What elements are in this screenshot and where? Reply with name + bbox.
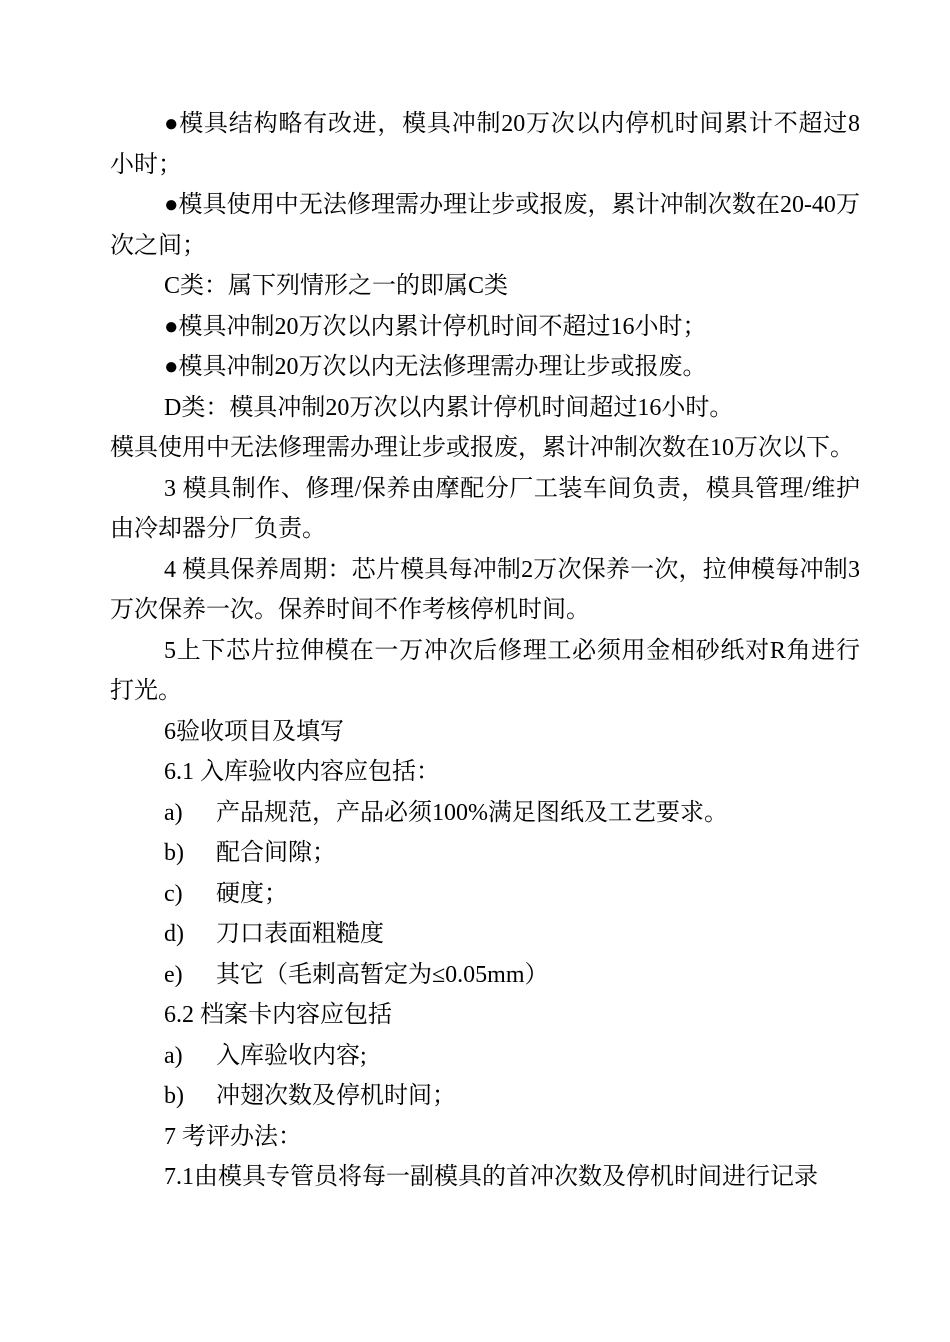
list-item [110,1036,860,1077]
list-marker: a) [164,799,183,826]
list-item-text: 产品规范，产品必须100%满足图纸及工艺要求。 [216,799,728,826]
list-item-text: 硬度； [216,880,288,907]
section-7-1-text: 7.1由模具专管员将每一副模具的首冲次数及停机时间进行记录 [164,1164,818,1190]
list-marker: e) [164,961,183,988]
list-item [110,874,860,915]
section-7-heading: 7 考评办法： [164,1123,302,1150]
list-item-text: 刀口表面粗糙度 [216,921,384,947]
list-item [110,955,860,996]
list-item-text: 配合间隙； [216,840,336,866]
class-b-criterion-structure: ●模具结构略有改进，模具冲制20万次以内停机时间累计不超过8小时； [110,111,860,178]
list-item [110,914,860,955]
list-item [110,793,860,834]
document-body [110,104,860,1198]
class-d-criterion-scrap: 模具使用中无法修理需办理让步或报废，累计冲制次数在10万次以下。 [110,435,854,461]
list-item-text: 入库验收内容; [216,1042,367,1069]
list-marker: a) [164,1042,183,1069]
class-c-criterion-downtime: ●模具冲制20万次以内累计停机时间不超过16小时； [164,313,707,340]
list-marker: c) [164,880,183,907]
class-b-criterion-scrap: ●模具使用中无法修理需办理让步或报废，累计冲制次数在20-40万次之间； [110,192,860,259]
class-c-criterion-scrap: ●模具冲制20万次以内无法修理需办理让步或报废。 [164,354,707,380]
section-6-2-heading: 6.2 档案卡内容应包括 [164,1002,392,1028]
list-item [110,833,860,874]
section-6-heading: 6验收项目及填写 [164,718,344,745]
acceptance-list [110,793,860,996]
section-3-responsibility: 3 模具制作、修理/保养由摩配分厂工装车间负责，模具管理/维护由冷却器分厂负责。 [110,475,860,542]
list-item-text: 其它（毛刺高暂定为≤0.05mm） [216,961,549,988]
list-marker: b) [164,1083,184,1109]
list-marker: b) [164,840,184,866]
section-5-polishing: 5上下芯片拉伸模在一万冲次后修理工必须用金相砂纸对R角进行打光。 [110,637,860,704]
list-item [110,1076,860,1117]
archive-list [110,1036,860,1117]
class-d-heading: D类：模具冲制20万次以内累计停机时间超过16小时。 [164,394,734,421]
class-c-heading: C类：属下列情形之一的即属C类 [164,273,509,299]
section-4-maintenance-cycle: 4 模具保养周期：芯片模具每冲制2万次保养一次，拉伸模每冲制3万次保养一次。保养时间不作考核停机时间。 [110,556,860,623]
section-6-1-heading: 6.1 入库验收内容应包括： [164,759,440,785]
list-marker: d) [164,921,184,947]
list-item-text: 冲翅次数及停机时间； [216,1083,456,1109]
